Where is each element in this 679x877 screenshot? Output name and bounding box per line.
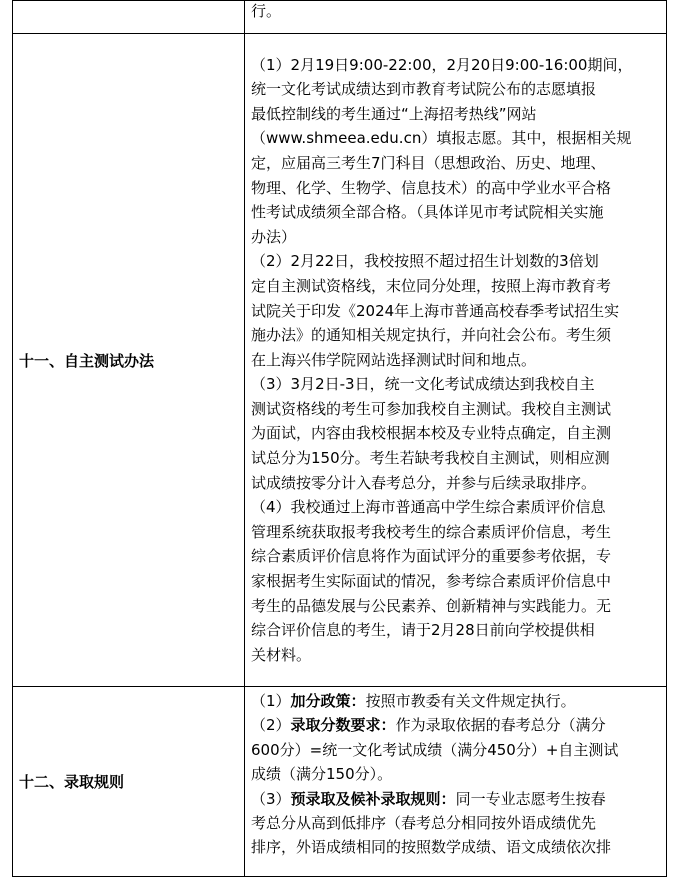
content-line: 考生的品德发展与公民素养、创新精神与实践能力。无 [251, 596, 612, 615]
content-line [251, 713, 660, 737]
content-line [251, 738, 660, 762]
content-line: 统一文化考试成绩达到市教育考试院公布的志愿填报 [251, 80, 597, 99]
content-line: 家根据考生实际面试的情况，参考综合素质评价信息中 [251, 572, 612, 591]
line-text: 成绩（满分150分）。 [251, 765, 393, 784]
content-line [251, 787, 660, 811]
content-line: （2）2月22日，我校按照不超过招生计划数的3倍划 [251, 252, 599, 271]
line-prefix: （2） [251, 716, 291, 735]
line-heading: 录取分数要求： [290, 716, 396, 735]
content-line: 性考试成绩须全部合格。（具体详见市考试院相关实施 [251, 203, 604, 222]
content-line [251, 835, 660, 859]
content-line: （www.shmeea.edu.cn）填报志愿。其中，根据相关规 [251, 129, 632, 148]
content-line: 最低控制线的考生通过“上海招考热线”网站 [251, 104, 537, 123]
content-line: 在上海兴伟学院网站选择测试时间和地点。 [251, 350, 537, 369]
line-heading: 预录取及候补录取规则： [290, 789, 456, 808]
line-heading: 加分政策： [290, 692, 366, 710]
content-line: 施办法》的通知相关规定执行，并向社会公布。考生须 [251, 326, 612, 345]
self-test-content-cell [245, 34, 667, 687]
row-content-cell [245, 1, 667, 34]
section-label-self-test: 十一、自主测试办法 [13, 34, 245, 687]
line-text: 同一专业志愿考生按春 [455, 789, 606, 808]
content-line: 综合素质评价信息将作为面试评分的重要参考依据，专 [251, 547, 612, 566]
line-text: 作为录取依据的春考总分（满分 [395, 716, 606, 735]
content-line: 试院关于印发《2024年上海市普通高校春季考试招生实 [251, 301, 620, 320]
line-text: 按照市教委有关文件规定执行。 [365, 692, 576, 710]
content-line: （1）2月19日9:00-22:00，2月20日9:00-16:00期间， [251, 55, 633, 74]
content-line: 定，应届高三考生7门科目（思想政治、历史、地理、 [251, 153, 606, 172]
table-row [13, 34, 667, 687]
content-line [251, 811, 660, 835]
content-line: 综合评价信息的考生，请于2月28日前向学校提供相 [251, 621, 595, 640]
line-prefix: （1） [251, 692, 291, 710]
content-line: 关材料。 [251, 645, 312, 664]
table-row [13, 1, 667, 34]
content-line: 物理、化学、生物学、信息技术）的高中学业水平合格 [251, 178, 612, 197]
content-line: 试成绩按零分计入春考总分，并参与后续录取排序。 [251, 473, 597, 492]
content-line [251, 689, 660, 713]
content-line: 管理系统获取报考我校考生的综合素质评价信息，考生 [251, 522, 612, 541]
admission-rules-table [12, 0, 667, 877]
content-line: 为面试，内容由我校根据本校及专业特点确定，自主测 [251, 424, 612, 443]
admission-rules-content-cell [245, 687, 667, 877]
line-text: 考总分从高到低排序（春考总分相同按外语成绩优先 [251, 814, 597, 833]
table-row [13, 687, 667, 877]
section-label-admission-rules: 十二、录取规则 [13, 687, 245, 877]
content-line: 测试资格线的考生可参加我校自主测试。我校自主测试 [251, 399, 612, 418]
line-text: 600分）=统一文化考试成绩（满分450分）+自主测试 [251, 740, 619, 759]
line-prefix: （3） [251, 789, 291, 808]
content-line: 行。 [251, 2, 282, 20]
content-line: 定自主测试资格线，末位同分处理，按照上海市教育考 [251, 276, 612, 295]
content-line: 办法） [251, 227, 297, 246]
content-line [251, 762, 660, 786]
line-text: 排序，外语成绩相同的按照数学成绩、语文成绩依次排 [251, 838, 612, 857]
row-label-cell [13, 1, 245, 34]
content-line: （4）我校通过上海市普通高中学生综合素质评价信息 [251, 498, 606, 517]
content-line: 试总分为150分。考生若缺考我校自主测试，则相应测 [251, 449, 610, 468]
content-line: （3）3月2日-3日，统一文化考试成绩达到我校自主 [251, 375, 595, 394]
